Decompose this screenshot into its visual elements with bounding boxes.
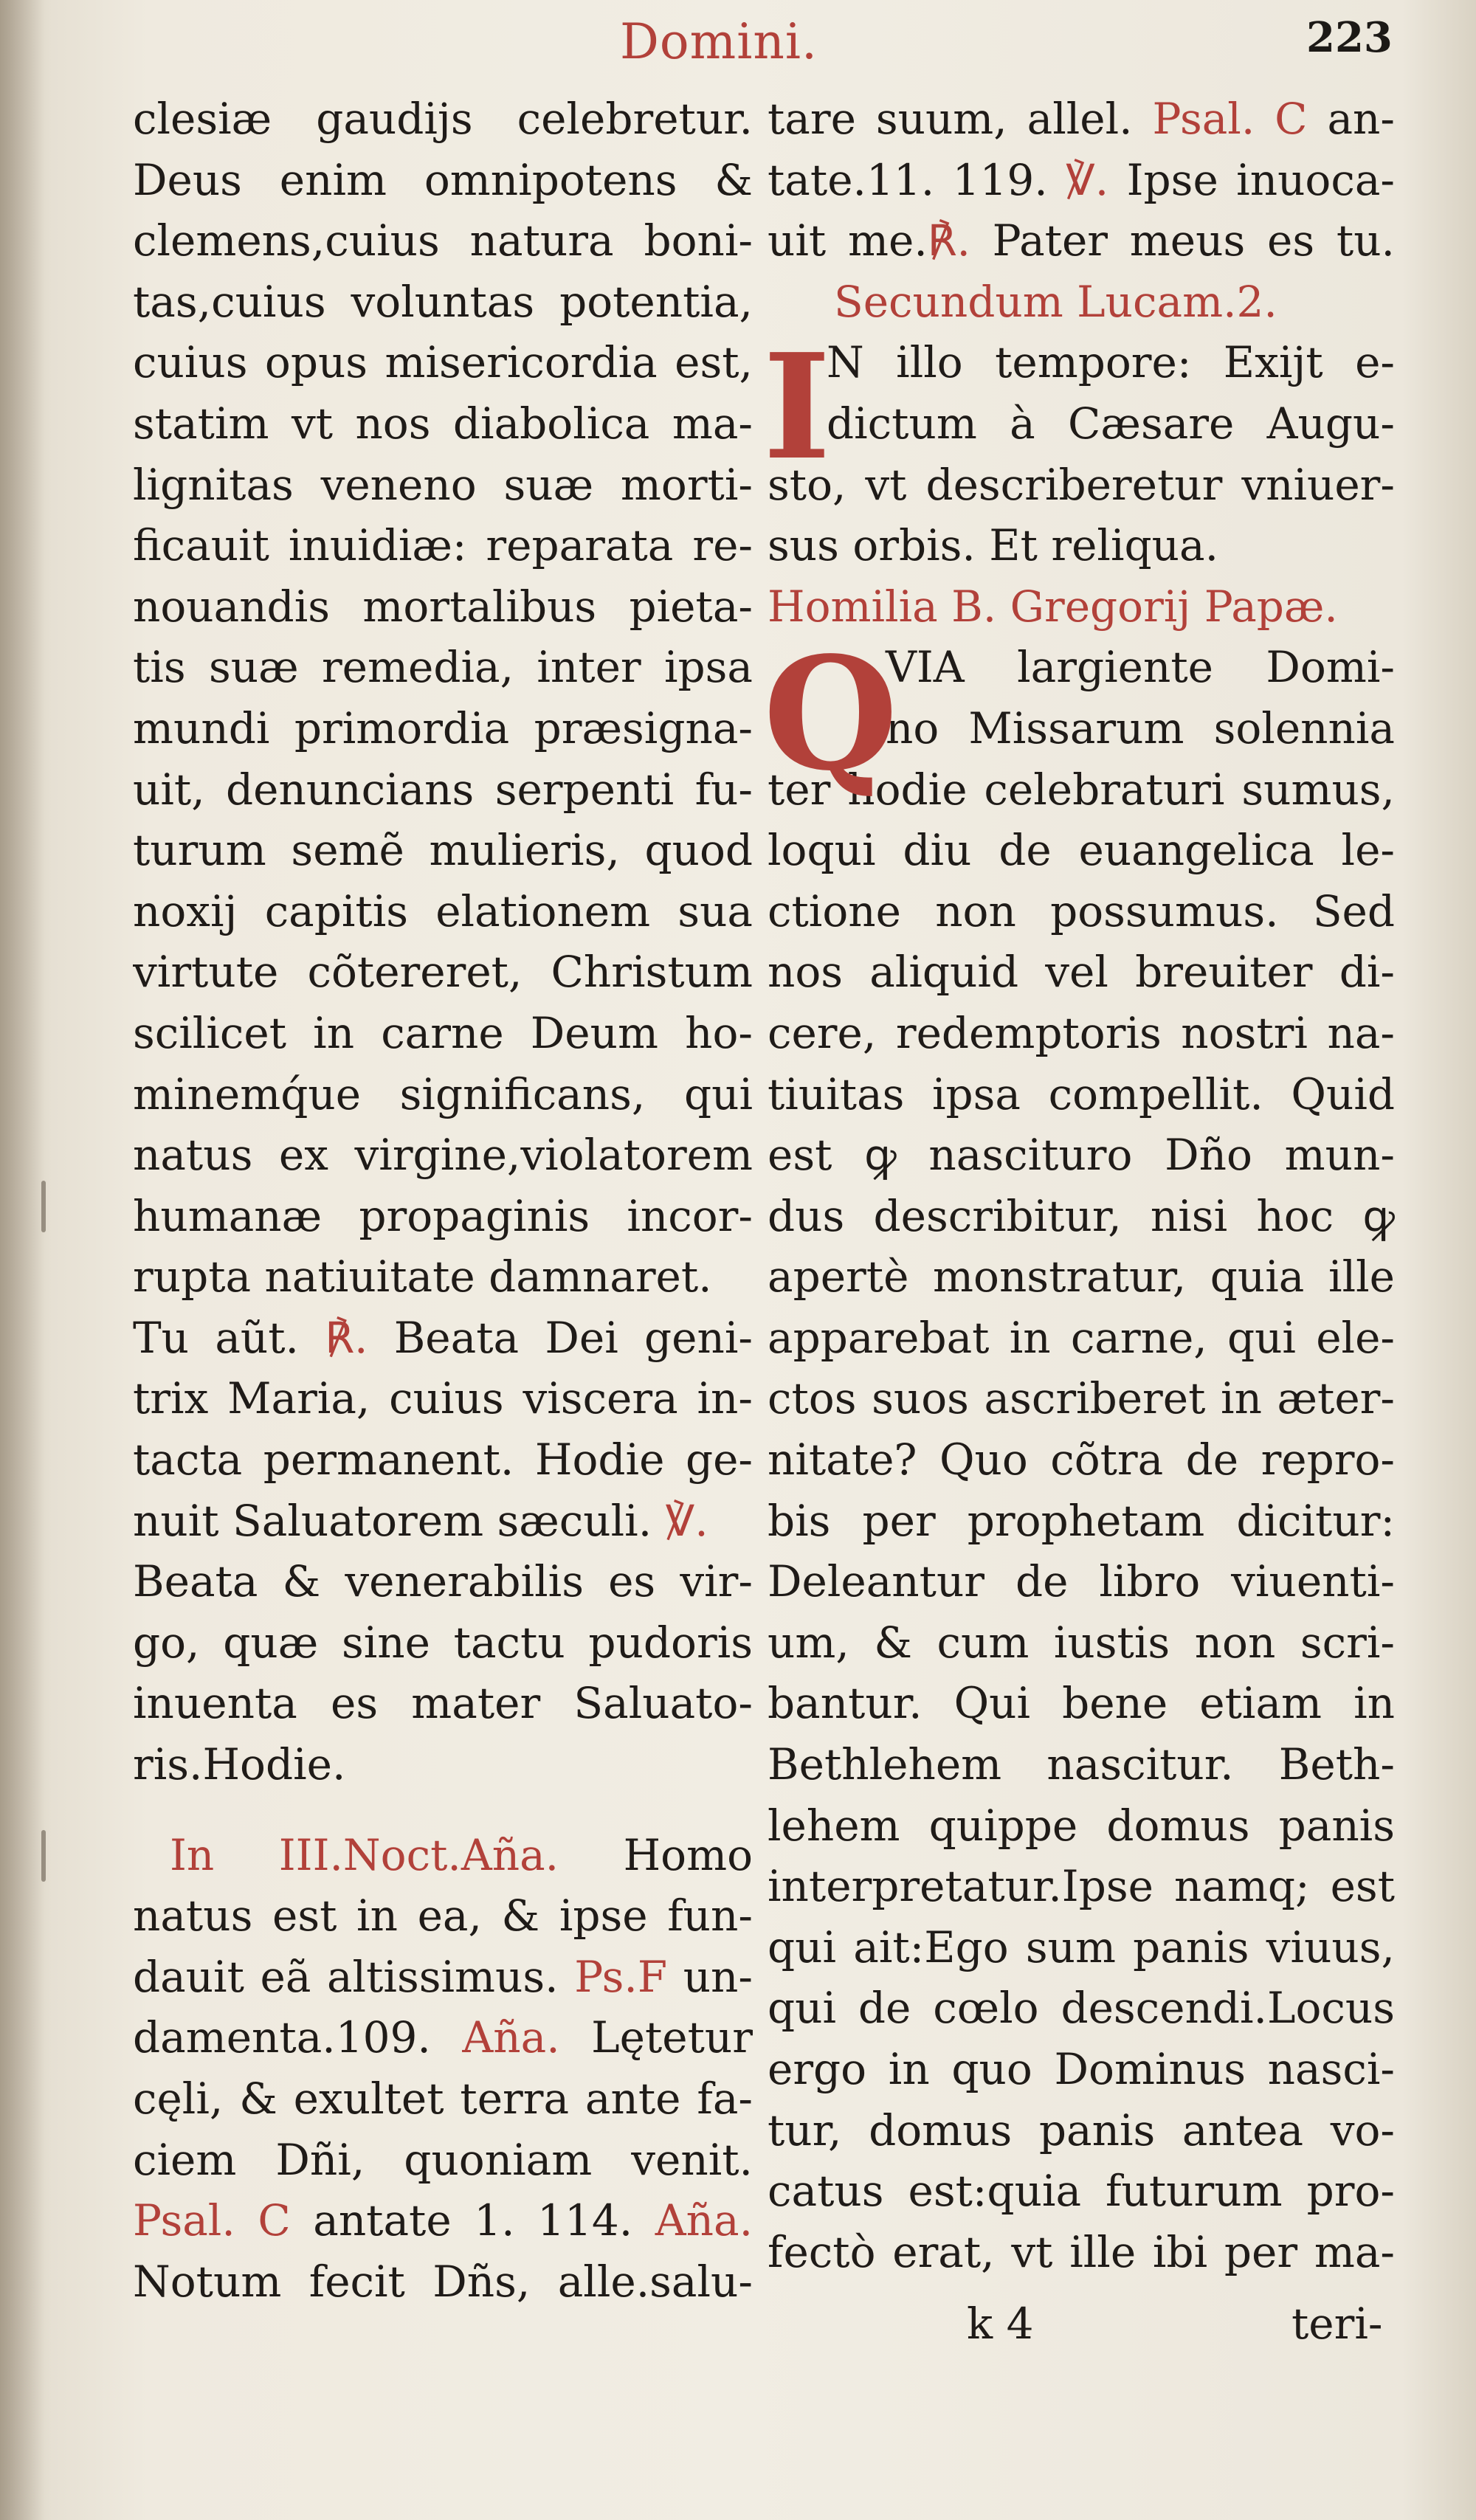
- text-line: no Missarum solennia: [886, 703, 1395, 753]
- text-line: catus est:quia futurum pro-: [768, 2166, 1395, 2217]
- text-line: fectò erat, vt ille ibi per ma-: [768, 2226, 1395, 2277]
- text-line: scilicet in carne Deum ho-: [133, 1007, 753, 1058]
- text-line: cuius opus misericordia est,: [133, 337, 753, 388]
- page-number: 223: [1306, 13, 1393, 62]
- text-line: clemens,cuius natura boni-: [133, 215, 753, 266]
- right-column: [763, 89, 1395, 2282]
- responsory-mark: ℟.: [927, 215, 970, 266]
- homily-block: [763, 623, 1395, 2282]
- text-line: uit me.℟. Pater meus es tu.: [768, 215, 1395, 266]
- verse-mark: ℣.: [665, 1495, 708, 1546]
- text-line: tiuitas ipsa compellit. Quid: [768, 1069, 1395, 1119]
- text-line: nos aliquid vel breuiter di-: [768, 947, 1395, 998]
- text-line: natus est in ea, & ipse fun-: [133, 1891, 753, 1941]
- text-line: um, & cum iustis non scri-: [768, 1617, 1395, 1668]
- gospel-rubric: Secundum Lucam.2.: [834, 276, 1277, 327]
- text-line: bis per prophetam dicitur:: [768, 1495, 1395, 1546]
- left-main-text: [133, 89, 753, 1308]
- drop-cap-initial: I: [763, 322, 831, 493]
- text-line: sto, vt describeretur vniuer-: [768, 459, 1395, 510]
- text-line: nuit Saluatorem sæculi. ℣.: [133, 1495, 708, 1546]
- margin-mark: [41, 1830, 46, 1882]
- text-line: tare suum, allel. Psal. C an-: [768, 94, 1395, 144]
- text-line: ter hodie celebraturi sumus,: [768, 764, 1395, 815]
- running-title: Domini.: [620, 13, 818, 70]
- text-line: lehem quippe domus panis: [768, 1800, 1395, 1851]
- text-line: statim vt nos diabolica ma-: [133, 398, 753, 449]
- text-line: sus orbis. Et reliqua.: [768, 520, 1219, 571]
- text-line: ergo in quo Dominus nasci-: [768, 2044, 1395, 2094]
- verse-mark: ℣.: [1066, 154, 1109, 205]
- text-line: loqui diu de euangelica le-: [768, 825, 1395, 876]
- text-line: bantur. Qui bene etiam in: [768, 1678, 1395, 1729]
- text-line: uit, denuncians serpenti fu-: [133, 764, 753, 815]
- catchword: teri-: [1292, 2299, 1383, 2349]
- text-line: qui ait:Ego sum panis viuus,: [768, 1922, 1395, 1972]
- drop-cap-initial: Q: [763, 623, 898, 806]
- text-line: ctos suos ascriberet in æter-: [768, 1373, 1395, 1424]
- left-column: [133, 89, 753, 2312]
- text-line: tur, domus panis antea vo-: [768, 2105, 1395, 2155]
- text-line: go, quæ sine tactu pudoris: [133, 1617, 753, 1668]
- text-line: natus ex virgine,violatorem: [133, 1130, 753, 1181]
- text-line: Psal. C antate 1. 114. Aña.: [133, 2195, 753, 2246]
- text-line: damenta.109. Aña. Lętetur: [133, 2012, 753, 2063]
- text-line: mundi primordia præsigna-: [133, 703, 753, 753]
- text-line: qui de cœlo descendi.Locus: [768, 1983, 1395, 2034]
- text-line: virtute cõtereret, Christum: [133, 947, 753, 998]
- text-line: Deleantur de libro viuenti-: [768, 1556, 1395, 1607]
- text-line: apertè monstratur, quia ille: [768, 1252, 1395, 1302]
- text-line: N illo tempore: Exijt e-: [827, 337, 1395, 388]
- nocturn-line: In III.Noct.Aña. Homo: [170, 1829, 753, 1880]
- text-line: inuenta es mater Saluato-: [133, 1678, 753, 1729]
- text-line: lignitas veneno suæ morti-: [133, 459, 753, 510]
- text-line: minemq́ue significans, qui: [133, 1069, 753, 1119]
- text-line: dauit eã altissimus. Ps.F un-: [133, 1951, 753, 2002]
- responsory-mark: ℟.: [325, 1312, 368, 1363]
- text-line: ctione non possumus. Sed: [768, 886, 1395, 936]
- text-line: Deus enim omnipotens &: [133, 154, 753, 205]
- text-line: clesiæ gaudijs celebretur.: [133, 94, 753, 144]
- text-line: turum semẽ mulieris, quod: [133, 825, 753, 876]
- text-line: cęli, & exultet terra ante fa-: [133, 2074, 753, 2124]
- text-line: Bethlehem nascitur. Beth-: [768, 1739, 1395, 1790]
- text-line: Tu aũt. ℟. Beata Dei geni-: [133, 1312, 753, 1363]
- signature-mark: k 4: [967, 2299, 1034, 2349]
- text-line: cere, redemptoris nostri na-: [768, 1007, 1395, 1058]
- text-line: apparebat in carne, qui ele-: [768, 1312, 1395, 1363]
- text-line: ficauit inuidiæ: reparata re-: [133, 520, 753, 571]
- text-line: tis suæ remedia, inter ipsa: [133, 642, 753, 693]
- text-line: tacta permanent. Hodie ge-: [133, 1435, 753, 1485]
- text-line: tas,cuius voluntas potentia,: [133, 276, 753, 327]
- text-line: ciem Dñi, quoniam venit.: [133, 2134, 753, 2185]
- running-head: [0, 6, 1476, 87]
- text-line: Beata & venerabilis es vir-: [133, 1556, 753, 1607]
- text-line: VIA largiente Domi-: [886, 642, 1395, 693]
- gospel-block: [763, 322, 1395, 576]
- text-line: dictum à Cæsare Augu-: [827, 398, 1395, 449]
- homily-rubric: Homilia B. Gregorij Papæ.: [768, 581, 1338, 632]
- text-line: nouandis mortalibus pieta-: [133, 581, 753, 632]
- spacer: [133, 1795, 753, 1825]
- text-line: tate.11. 119. ℣. Ipse inuoca-: [768, 154, 1395, 205]
- text-line: humanæ propaginis incor-: [133, 1190, 753, 1241]
- text-line: noxij capitis elationem sua: [133, 886, 753, 936]
- text-line: trix Maria, cuius viscera in-: [133, 1373, 753, 1424]
- text-line: est ꝙ nascituro Dño mun-: [768, 1130, 1395, 1181]
- text-line: ris.Hodie.: [133, 1739, 346, 1790]
- text-line: interpretatur.Ipse namq; est: [768, 1861, 1395, 1912]
- margin-mark: [41, 1181, 46, 1232]
- text-line: rupta natiuitate damnaret.: [133, 1252, 712, 1302]
- text-line: Notum fecit Dñs, alle.salu-: [133, 2256, 753, 2307]
- text-line: nitate? Quo cõtra de repro-: [768, 1435, 1395, 1485]
- nocturn-rubric: In III.Noct.Aña.: [170, 1829, 559, 1880]
- text-line: dus describitur, nisi hoc ꝙ: [768, 1190, 1395, 1241]
